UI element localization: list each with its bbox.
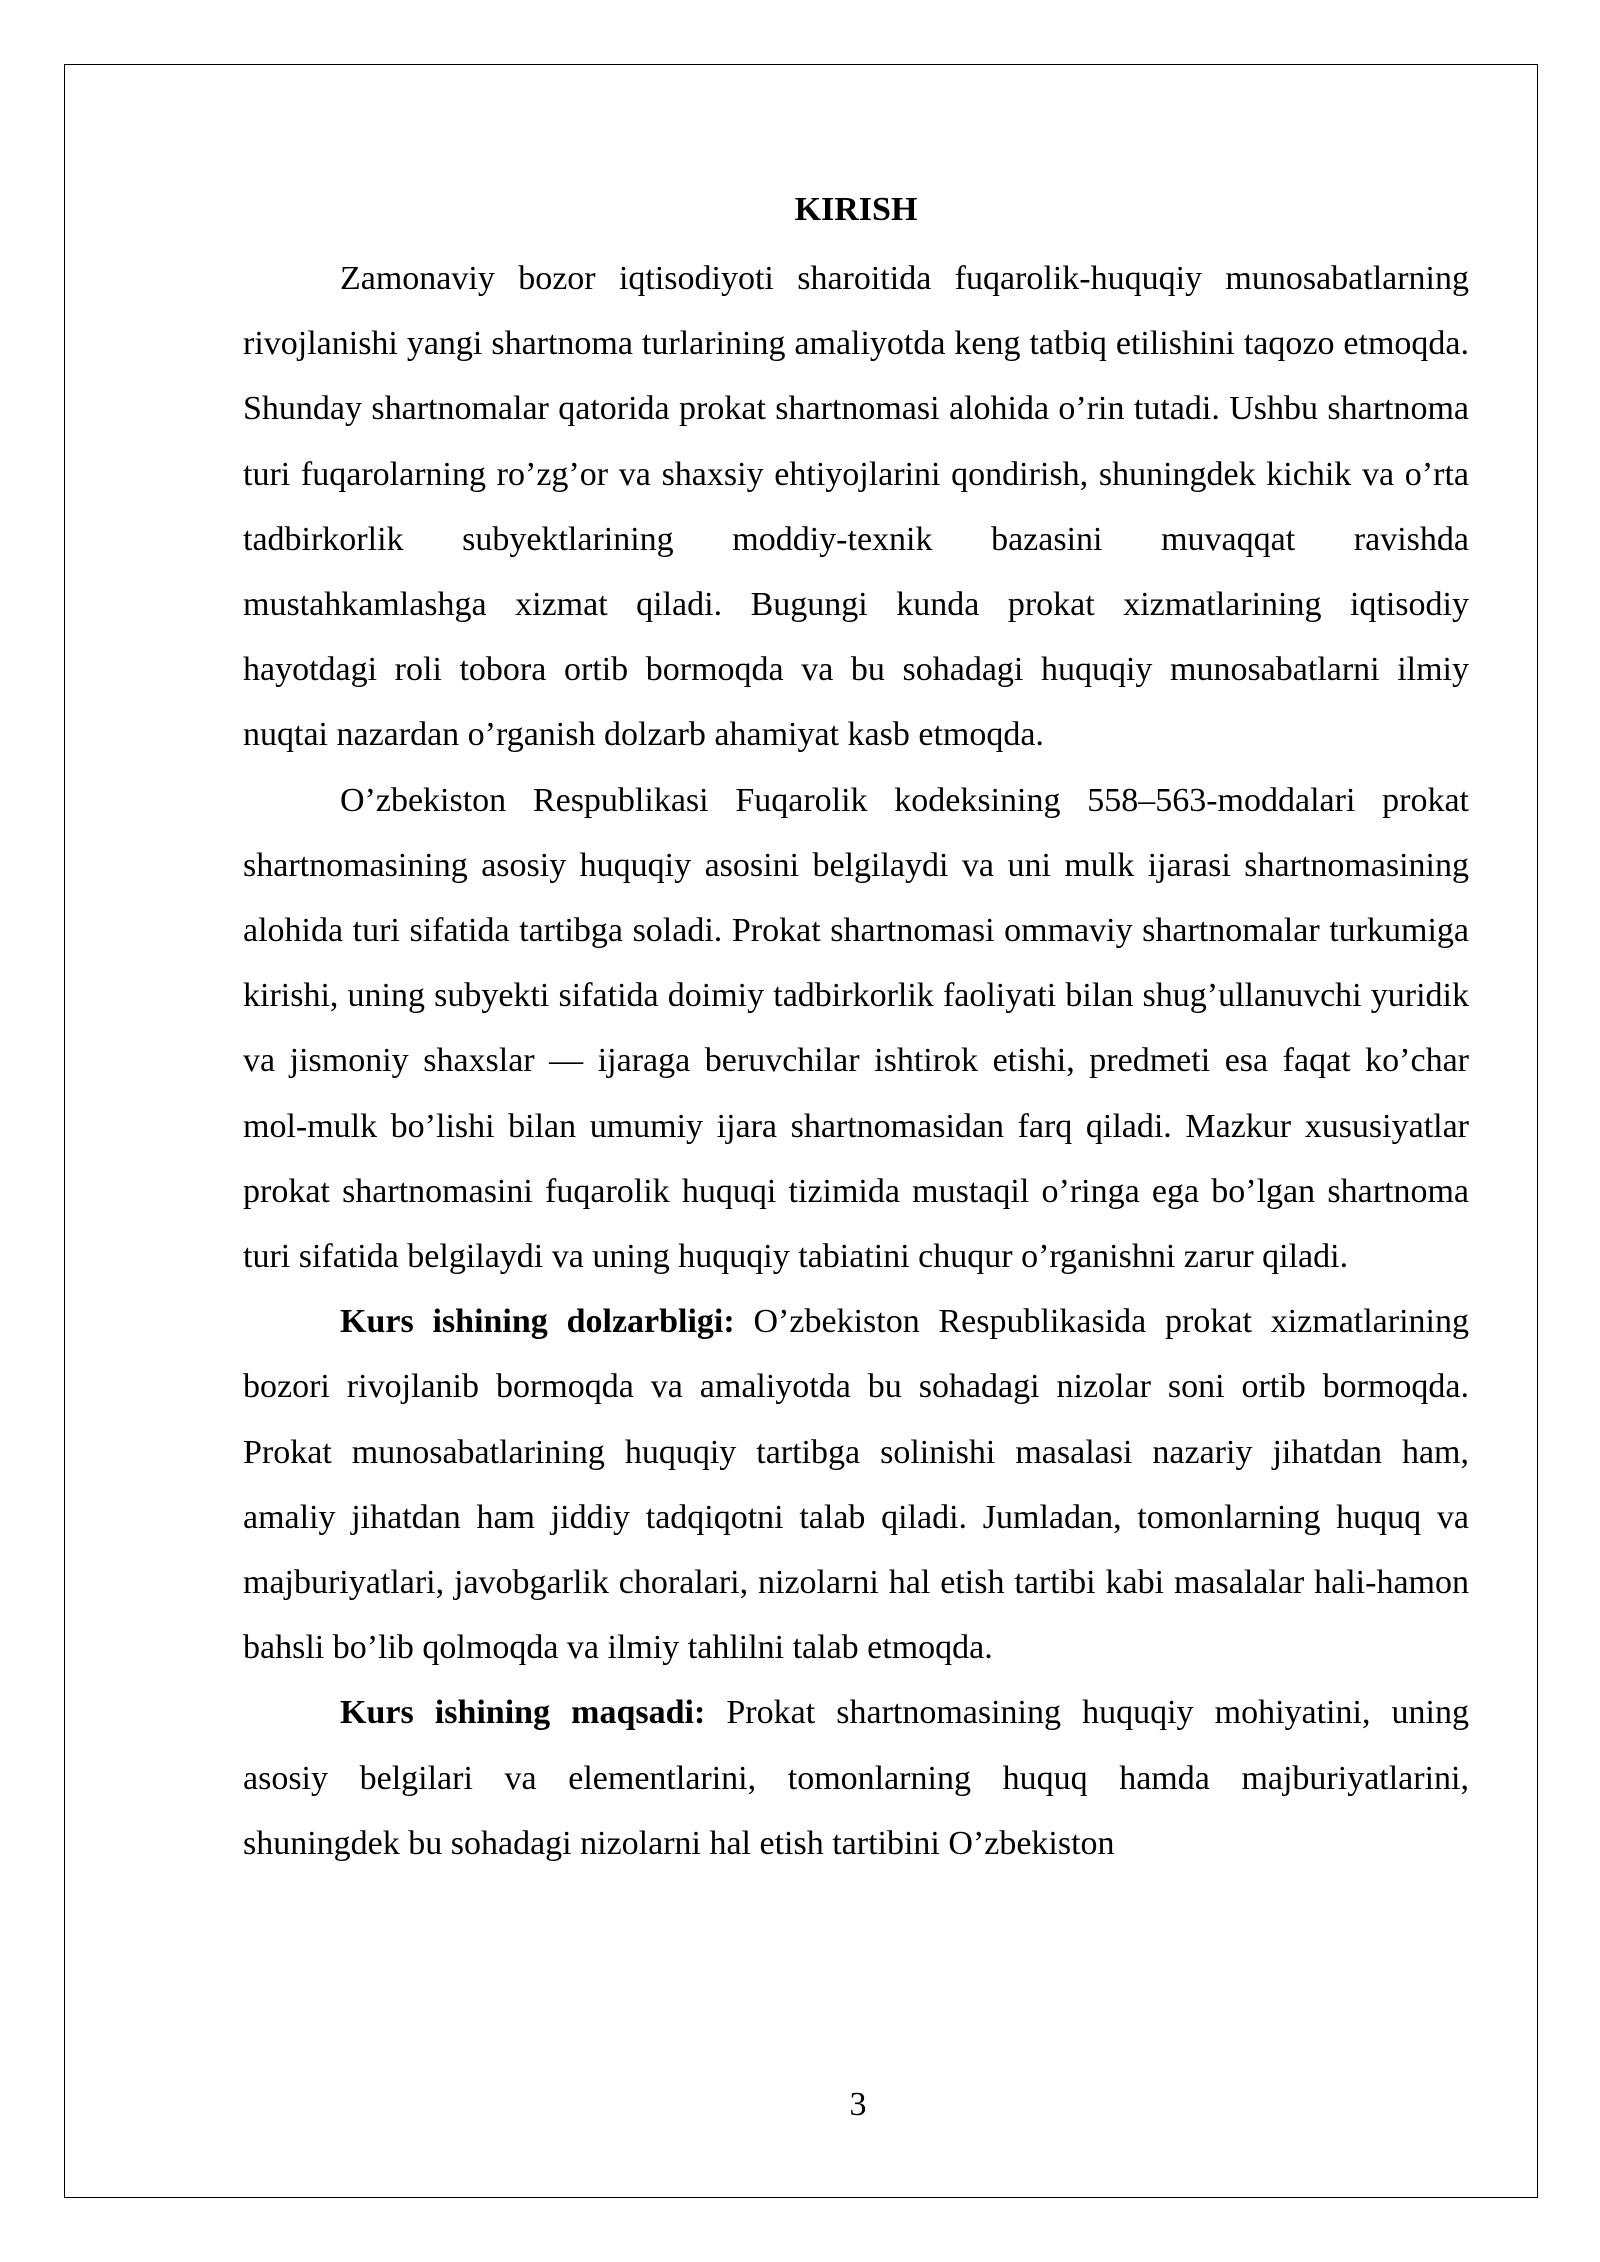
paragraph-legal-basis — [243, 768, 1469, 1290]
paragraph-text: Prokat shartnomasining huquqiy mohiyatini, uning asosiy belgilari va elementlarini, tomonlarning huquq hamda majburiyatlarini, shuningdek bu sohadagi nizolarni hal etish tartibini O’zbekiston — [243, 1694, 1469, 1862]
paragraph-text: O’zbekiston Respublikasida prokat xizmatlarining bozori rivojlanib bormoqda va amaliyotda bu sohadagi nizolar soni ortib bormoqda. Prokat munosabatlarining huquqiy tartibga solinishi masalasi nazariy jihatdan ham, amaliy jihatdan ham jiddiy tadqiqotni talab qiladi. Jumladan, tomonlarning huquq va majburiyatlari, javobgarlik choralari, nizolarni hal etish tartibi kabi masalalar hali-hamon bahsli bo’lib qolmoqda va ilmiy tahlilni talab etmoqda. — [243, 1303, 1469, 1667]
paragraph-lead: Kurs ishining dolzarbligi: — [340, 1303, 735, 1341]
paragraph-intro — [243, 246, 1469, 768]
paragraph-lead: Kurs ishining maqsadi: — [340, 1694, 706, 1732]
section-title: KIRISH — [794, 191, 918, 228]
page-number: 3 — [849, 2086, 867, 2123]
paragraph-goal — [243, 1680, 1469, 1876]
paragraph-relevance — [243, 1289, 1469, 1680]
paragraph-text: Zamonaviy bozor iqtisodiyoti sharoitida fuqarolik-huquqiy munosabatlarning rivojlanishi yangi shartnoma turlarining amaliyotda keng tatbiq etilishini taqozo etmoqda. Shunday shartnomalar qatorida prokat shartnomasi alohida o’rin tutadi. Ushbu shartnoma turi fuqarolarning ro’zg’or va shaxsiy ehtiyojlarini qondirish, shuningdek kichik va o’rta tadbirkorlik subyektlarining moddiy-texnik bazasini muvaqqat ravishda mustahkamlashga xizmat qiladi. Bugungi kunda prokat xizmatlarining iqtisodiy hayotdagi roli tobora ortib bormoqda va bu sohadagi huquqiy munosabatlarni ilmiy nuqtai nazardan o’rganish dolzarb ahamiyat kasb etmoqda. — [243, 260, 1469, 754]
paragraph-text: O’zbekiston Respublikasi Fuqarolik kodeksining 558–563-moddalari prokat shartnomasining asosiy huquqiy asosini belgilaydi va uni mulk ijarasi shartnomasining alohida turi sifatida tartibga soladi. Prokat shartnomasi ommaviy shartnomalar turkumiga kirishi, uning subyekti sifatida doimiy tadbirkorlik faoliyati bilan shug’ullanuvchi yuridik va jismoniy shaxslar — ijaraga beruvchilar ishtirok etishi, predmeti esa faqat ko’char mol-mulk bo’lishi bilan umumiy ijara shartnomasidan farq qiladi. Mazkur xususiyatlar prokat shartnomasini fuqarolik huquqi tizimida mustaqil o’ringa ega bo’lgan shartnoma turi sifatida belgilaydi va uning huquqiy tabiatini chuqur o’rganishni zarur qiladi. — [243, 781, 1469, 1276]
document-body — [243, 190, 1469, 1876]
